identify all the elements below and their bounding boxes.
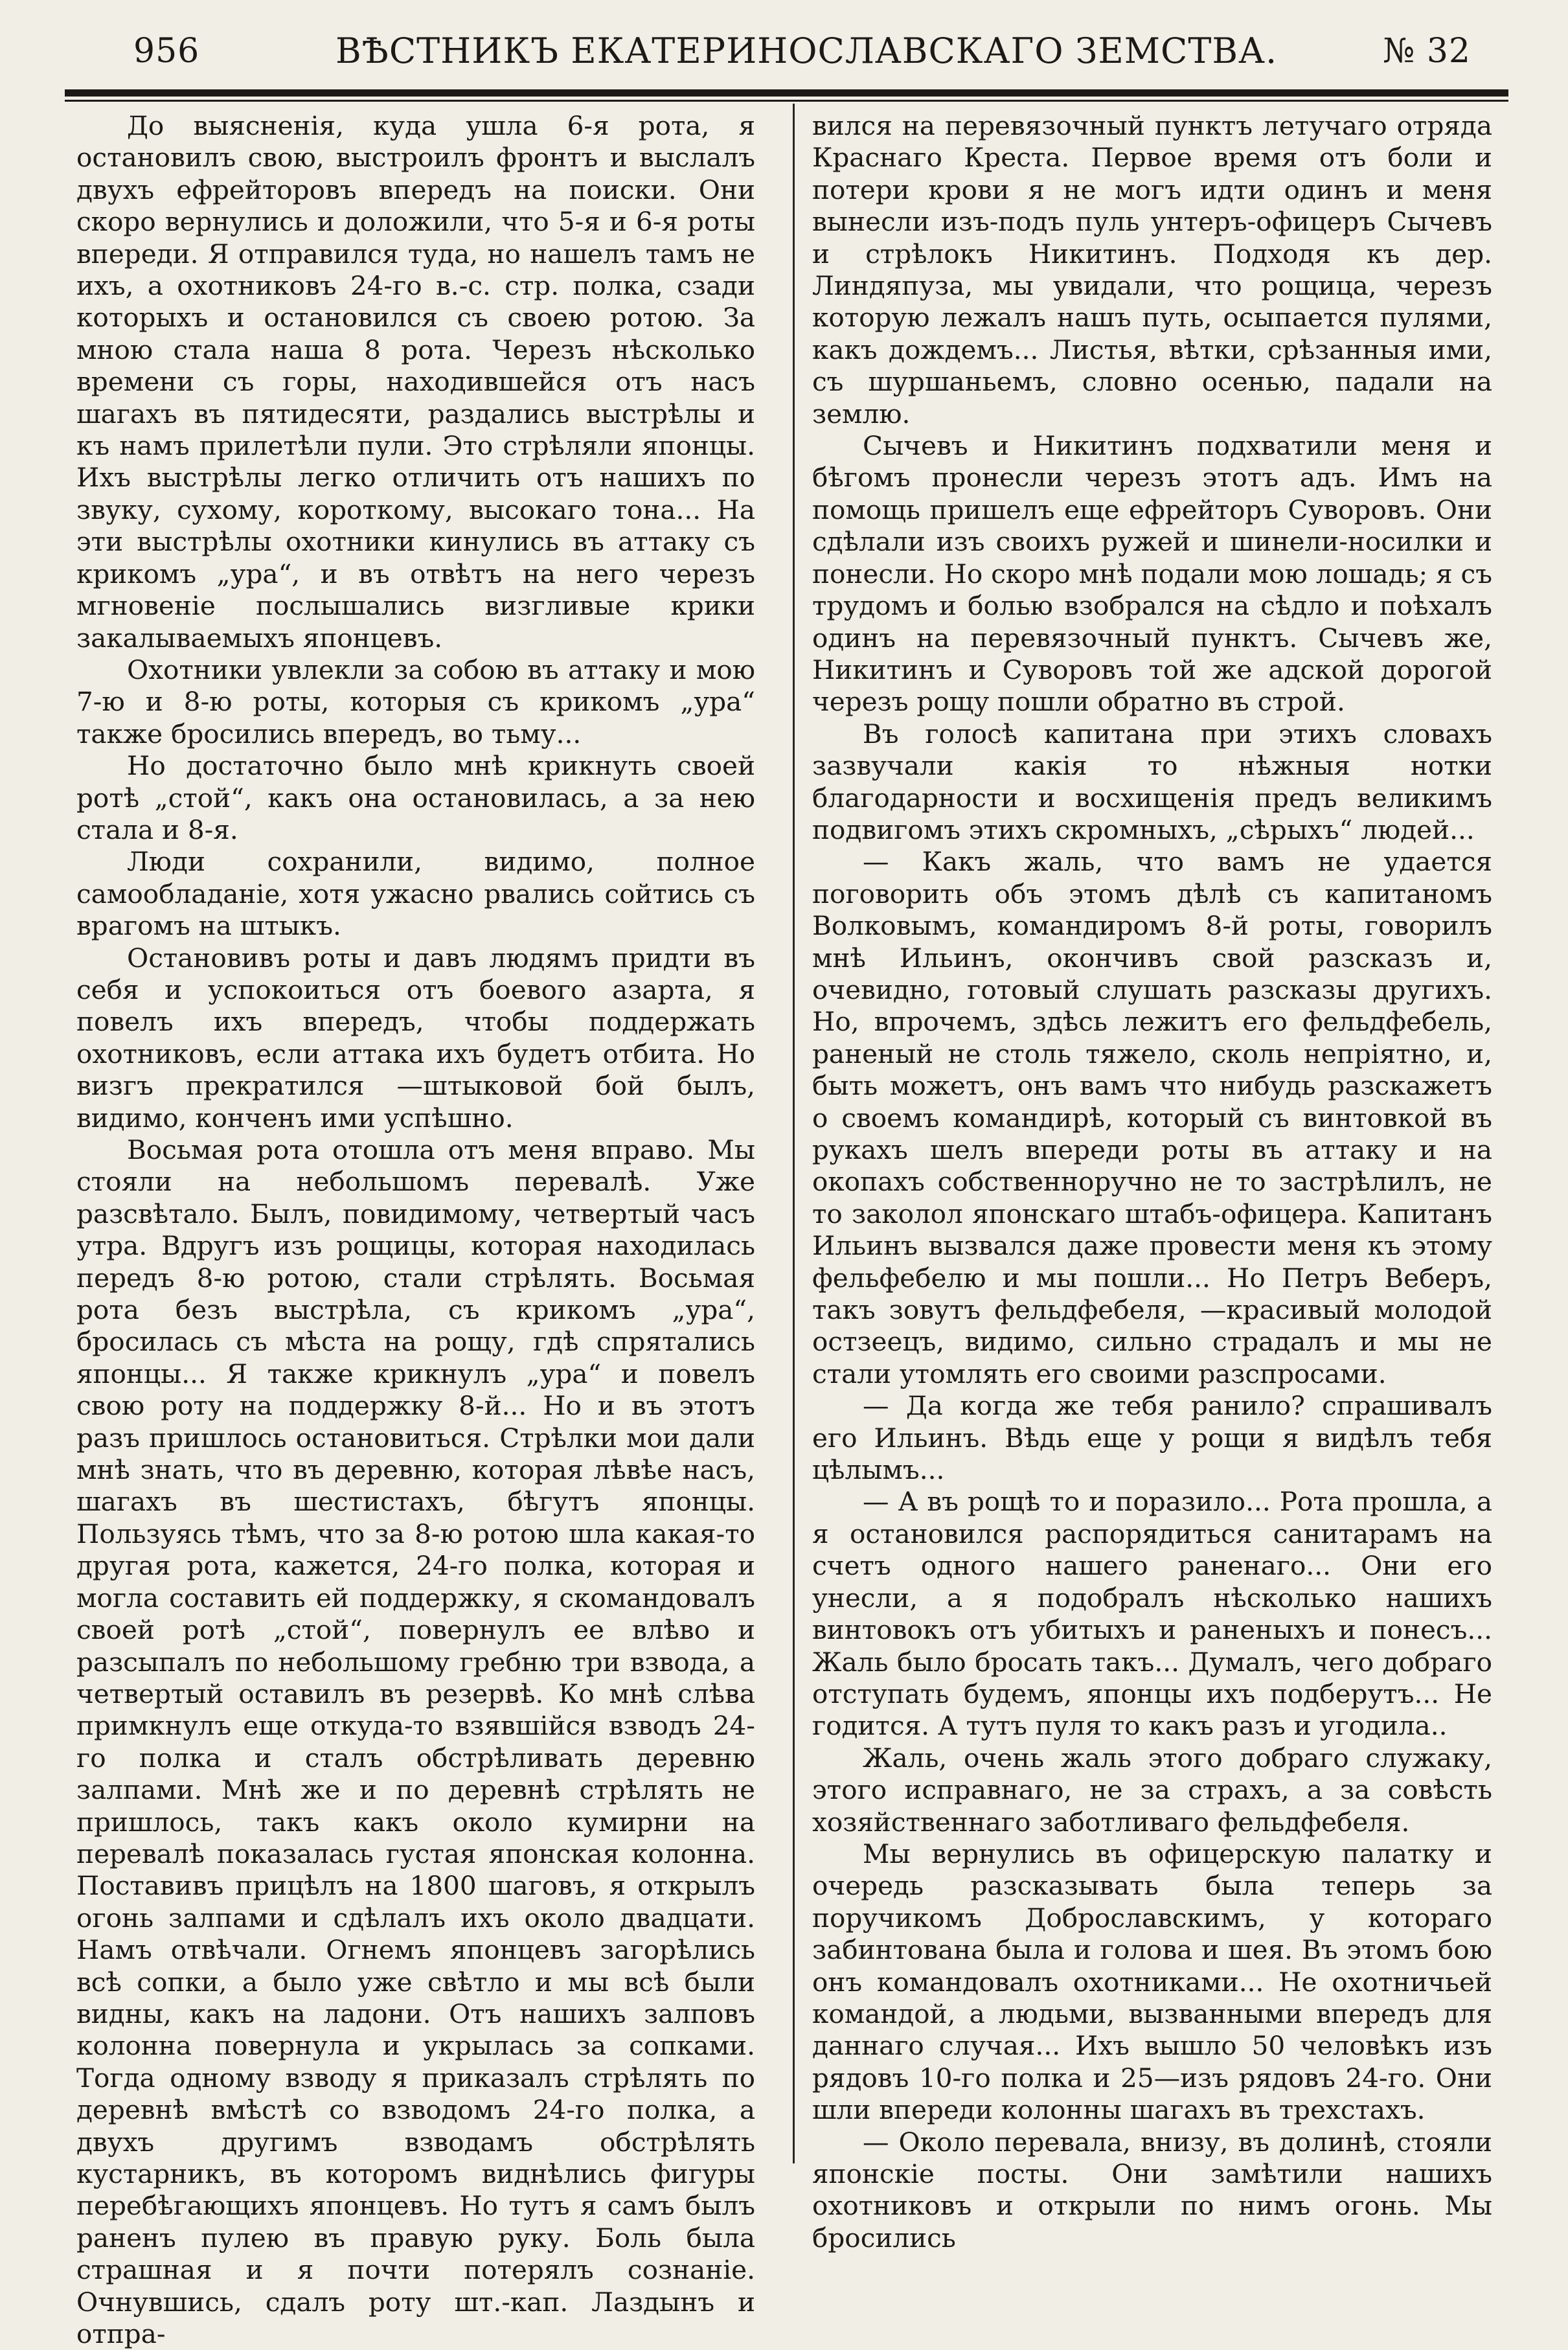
paragraph-continued: вился на перевязочный пунктъ летучаго отряда Краснаго Креста. Первое время отъ боли и потери крови я не могъ идти одинъ и меня вынесли изъ-подъ пуль унтеръ-офицеръ Сычевъ и стрѣлокъ Никитинъ. Подходя къ дер. Линдяпуза, мы увидали, что рощица, черезъ которую лежалъ нашъ путь, осыпается пулями, какъ дождемъ... Листья, вѣтки, срѣзанныя ими, съ шуршаньемъ, словно осенью, падали на землю. xyxy=(812,110,1492,429)
right-column xyxy=(812,110,1492,2253)
paragraph: Остановивъ роты и давъ людямъ придти въ себя и успокоиться отъ боевого азарта, я повелъ ихъ впередъ, чтобы поддержать охотниковъ, если аттака ихъ будетъ отбита. Но визгъ прекратился —штыковой бой былъ, видимо, конченъ ими успѣшно. xyxy=(76,942,755,1134)
column-divider xyxy=(793,104,795,2163)
paragraph: Мы вернулись въ офицерскую палатку и очередь разсказывать была теперь за поручикомъ Доброславскимъ, у котораго забинтована была и голова и шея. Въ этомъ бою онъ командовалъ охотниками... Не охотничьей командой, а людьми, вызванными впередъ для даннаго случая... Ихъ вышло 50 человѣкъ изъ рядовъ 10-го полка и 25—изъ рядовъ 24-го. Они шли впереди колонны шагахъ въ трехстахъ. xyxy=(812,1838,1492,2126)
paragraph: — Около перевала, внизу, въ долинѣ, стояли японскіе посты. Они замѣтили нашихъ охотниковъ и открыли по нимъ огонь. Мы бросились xyxy=(812,2126,1492,2253)
left-column xyxy=(76,110,755,2350)
header-rule-thick xyxy=(65,89,1508,97)
paragraph: — Какъ жаль, что вамъ не удается поговорить объ этомъ дѣлѣ съ капитаномъ Волковымъ, командиромъ 8-й роты, говорилъ мнѣ Ильинъ, окончивъ свой разсказъ и, очевидно, готовый слушать разсказы другихъ. Но, впрочемъ, здѣсь лежитъ его фельдфебель, раненый не столь тяжело, сколь непріятно, и, быть можетъ, онъ вамъ что нибудь разскажетъ о своемъ командирѣ, который съ винтовкой въ рукахъ шелъ впереди роты въ аттаку и на окопахъ собственноручно не то застрѣлилъ, не то заколол японскаго штабъ-офицера. Капитанъ Ильинъ вызвался даже провести меня къ этому фельфебелю и мы пошли... Но Петръ Веберъ, такъ зовутъ фельдфебеля, —красивый молодой остзеецъ, видимо, сильно страдалъ и мы не стали утомлять его своими разспросами. xyxy=(812,846,1492,1389)
page-number: 956 xyxy=(133,32,200,71)
paragraph: Восьмая рота отошла отъ меня вправо. Мы стояли на небольшомъ перевалѣ. Уже разсвѣтало. Былъ, повидимому, четвертый часъ утра. Вдругъ изъ рощицы, которая находилась передъ 8-ю ротою, стали стрѣлять. Восьмая рота безъ выстрѣла, съ крикомъ „ура“, бросилась съ мѣста на рощу, гдѣ спрятались японцы... Я также крикнулъ „ура“ и повелъ свою роту на поддержку 8-й... Но и въ этотъ разъ пришлось остановиться. Стрѣлки мои дали мнѣ знать, что въ деревню, которая лѣвѣе насъ, шагахъ въ шестистахъ, бѣгутъ японцы. Пользуясь тѣмъ, что за 8-ю ротою шла какая-то другая рота, кажется, 24-го полка, которая и могла составить ей поддержку, я скомандовалъ своей ротѣ „стой“, повернулъ ее влѣво и разсыпалъ по небольшому гребню три взвода, а четвертый оставилъ въ резервѣ. Ко мнѣ слѣва примкнулъ еще откуда-то взявшійся взводъ 24-го полка и сталъ обстрѣливать деревню залпами. Мнѣ же и по деревнѣ стрѣлять не пришлось, такъ какъ около кумирни на перевалѣ показалась густая японская колонна. Поставивъ прицѣлъ на 1800 шаговъ, я открылъ огонь залпами и сдѣлалъ ихъ около двадцати. Намъ отвѣчали. Огнемъ японцевъ загорѣлись всѣ сопки, а было уже свѣтло и мы всѣ были видны, какъ на ладони. Отъ нашихъ залповъ колонна повернула и укрылась за сопками. Тогда одному взводу я приказалъ стрѣлять по деревнѣ вмѣстѣ со взводомъ 24-го полка, а двухъ другимъ взводамъ обстрѣлять кустарникъ, въ которомъ виднѣлись фигуры перебѣгающихъ японцевъ. Но тутъ я самъ былъ раненъ пулею въ правую руку. Боль была страшная и я почти потерялъ сознаніе. Очнувшись, сдалъ роту шт.-кап. Лаздынъ и отпра- xyxy=(76,1134,755,2350)
paragraph: Сычевъ и Никитинъ подхватили меня и бѣгомъ пронесли черезъ этотъ адъ. Имъ на помощь пришелъ еще ефрейторъ Суворовъ. Они сдѣлали изъ своихъ ружей и шинели-носилки и понесли. Но скоро мнѣ подали мою лошадь; я съ трудомъ и болью взобрался на сѣдло и поѣхалъ одинъ на перевязочный пунктъ. Сычевъ же, Никитинъ и Суворовъ той же адской дорогой черезъ рощу пошли обратно въ строй. xyxy=(812,430,1492,718)
issue-number: № 32 xyxy=(1383,32,1471,71)
paragraph: Въ голосѣ капитана при этихъ словахъ зазвучали какія то нѣжныя нотки благодарности и восхищенія предъ великимъ подвигомъ этихъ скромныхъ, „сѣрыхъ“ людей... xyxy=(812,718,1492,845)
page-header xyxy=(70,19,1503,91)
header-rule-thin xyxy=(65,100,1508,102)
journal-title: ВѢСТНИКЪ ЕКАТЕРИНОСЛАВСКАГО ЗЕМСТВА. xyxy=(335,30,1278,71)
paragraph: Люди сохранили, видимо, полное самообладаніе, хотя ужасно рвались сойтись съ врагомъ на штыкъ. xyxy=(76,846,755,942)
paragraph: — Да когда же тебя ранило? спрашивалъ его Ильинъ. Вѣдь еще у рощи я видѣлъ тебя цѣлымъ... xyxy=(812,1390,1492,1486)
paragraph: Охотники увлекли за собою въ аттаку и мою 7-ю и 8-ю роты, которыя съ крикомъ „ура“ также бросились впередъ, во тьму... xyxy=(76,654,755,749)
paragraph: До выясненія, куда ушла 6-я рота, я остановилъ свою, выстроилъ фронтъ и выслалъ двухъ ефрейторовъ впередъ на поиски. Они скоро вернулись и доложили, что 5-я и 6-я роты впереди. Я отправился туда, но нашелъ тамъ не ихъ, а охотниковъ 24-го в.-с. стр. полка, сзади которыхъ и остановился съ своею ротою. За мною стала наша 8 рота. Черезъ нѣсколько времени съ горы, находившейся отъ насъ шагахъ въ пятидесяти, раздались выстрѣлы и къ намъ прилетѣли пули. Это стрѣляли японцы. Ихъ выстрѣлы легко отличить отъ нашихъ по звуку, сухому, короткому, высокаго тона... На эти выстрѣлы охотники кинулись въ аттаку съ крикомъ „ура“, и въ отвѣтъ на него черезъ мгновеніе послышались визгливые крики закалываемыхъ японцевъ. xyxy=(76,110,755,654)
paragraph: — А въ рощѣ то и поразило... Рота прошла, а я остановился распорядиться санитарамъ на счетъ одного нашего раненаго... Они его унесли, а я подобралъ нѣсколько нашихъ винтовокъ отъ убитыхъ и раненыхъ и понесъ... Жаль было бросать такъ... Думалъ, чего добраго отступать будемъ, японцы ихъ подберутъ... Не годится. А тутъ пуля то какъ разъ и угодила.. xyxy=(812,1486,1492,1742)
paragraph: Жаль, очень жаль этого добраго служаку, этого исправнаго, не за страхъ, а за совѣсть хозяйственнаго заботливаго фельдфебеля. xyxy=(812,1742,1492,1838)
paragraph: Но достаточно было мнѣ крикнуть своей ротѣ „стой“, какъ она остановилась, а за нею стала и 8-я. xyxy=(76,750,755,845)
